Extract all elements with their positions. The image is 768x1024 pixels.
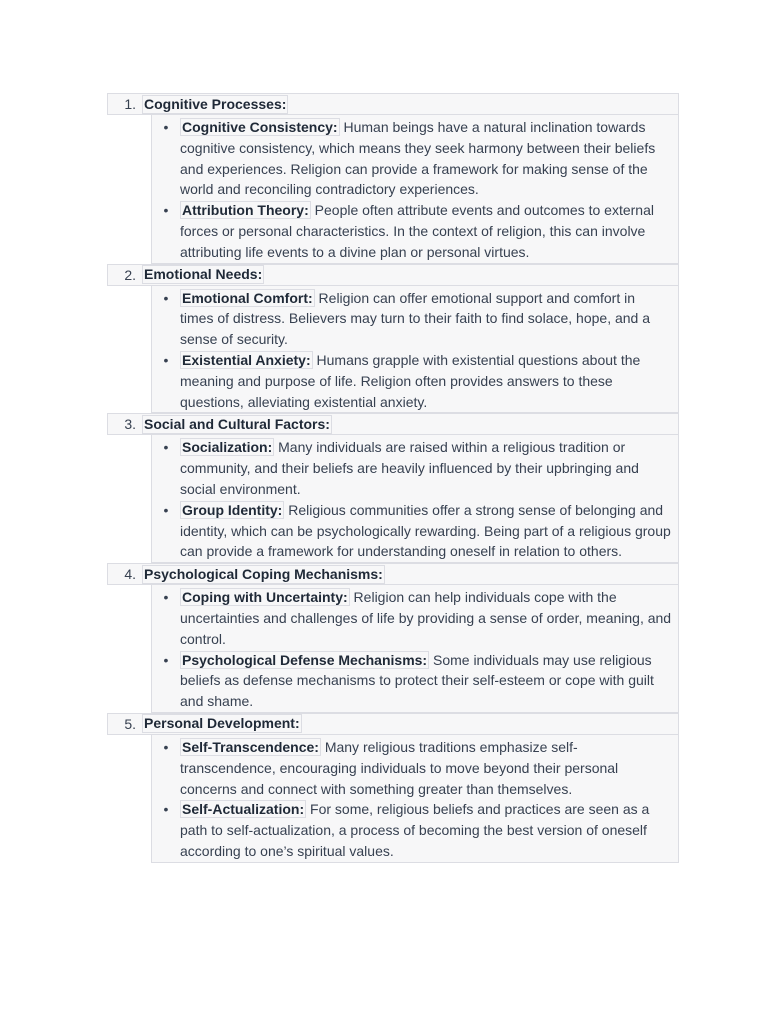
- item-term: Attribution Theory:: [182, 202, 309, 219]
- item-text: [180, 288, 678, 350]
- section-items: [151, 286, 679, 414]
- section-emotional-needs: [107, 264, 679, 414]
- list-item: [152, 500, 678, 562]
- item-text: [180, 350, 678, 412]
- list-item: [152, 737, 678, 799]
- section-number: 2.: [124, 266, 136, 283]
- item-term: Psychological Defense Mechanisms:: [182, 651, 428, 668]
- bullet-icon: •: [163, 202, 169, 219]
- item-description: Many individuals are raised within a religious tradition or community, and their beliefs are heavily influenced by their upbringing and social environment.: [180, 439, 639, 497]
- section-personal-development: [107, 713, 679, 863]
- section-items: [151, 435, 679, 563]
- section-items: [151, 735, 679, 863]
- section-header: [107, 413, 679, 435]
- list-item: [152, 437, 678, 499]
- item-text: [180, 587, 678, 649]
- item-description: Humans grapple with existential questions about the meaning and purpose of life. Religion often provides answers to these questions, alleviating existential anxiety.: [180, 351, 641, 410]
- section-items: [151, 585, 679, 713]
- item-description: Religion can help individuals cope with the uncertainties and challenges of life by providing a sense of order, meaning, and control.: [180, 589, 672, 647]
- section-number: 5.: [124, 715, 136, 732]
- section-header: [107, 264, 679, 286]
- item-description: Human beings have a natural inclination towards cognitive consistency, which means they seek harmony between their beliefs and experiences. Religion can provide a framework for making sense of the world and reconciling contradictory experiences.: [180, 119, 656, 198]
- item-description: Many religious traditions emphasize self-transcendence, encouraging individuals to move beyond their personal concerns and connect with something greater than themselves.: [180, 738, 619, 797]
- bullet-icon: •: [163, 501, 169, 518]
- section-number: 3.: [124, 416, 136, 433]
- document-body: [107, 93, 679, 863]
- section-title: Cognitive Processes:: [144, 95, 287, 112]
- item-text: [180, 737, 678, 799]
- item-term: Coping with Uncertainty:: [182, 589, 348, 606]
- section-header: [107, 563, 679, 585]
- section-number: 4.: [124, 566, 136, 583]
- item-term: Cognitive Consistency:: [182, 119, 338, 135]
- section-cognitive-processes: [107, 93, 679, 264]
- section-items: [151, 115, 679, 264]
- list-item: [152, 799, 678, 861]
- section-header: [107, 713, 679, 735]
- item-description: Religious communities offer a strong sense of belonging and identity, which can be psychologically rewarding. Being part of a religious group can provide a framework for understanding oneself in relation to others.: [180, 501, 671, 560]
- section-coping-mechanisms: [107, 563, 679, 713]
- item-term: Group Identity:: [182, 501, 283, 518]
- item-description: Some individuals may use religious beliefs as defense mechanisms to protect their self-esteem or cope with guilt and shame.: [180, 651, 654, 710]
- section-number: 1.: [124, 96, 136, 112]
- bullet-icon: •: [163, 651, 169, 668]
- section-title: Psychological Coping Mechanisms:: [144, 565, 383, 582]
- bullet-icon: •: [163, 801, 169, 818]
- item-term: Self-Transcendence:: [182, 738, 319, 755]
- item-description: For some, religious beliefs and practices are seen as a path to self-actualization, a process of becoming the best version of oneself according to one’s spiritual values.: [180, 801, 650, 859]
- bullet-icon: •: [163, 289, 169, 306]
- list-item: [152, 650, 678, 712]
- item-text: [180, 500, 678, 562]
- item-term: Existential Anxiety:: [182, 351, 311, 368]
- bullet-icon: •: [163, 351, 169, 368]
- section-title: Emotional Needs:: [144, 266, 263, 283]
- item-term: Self-Actualization:: [182, 801, 305, 818]
- bullet-icon: •: [163, 119, 169, 135]
- list-item: [152, 587, 678, 649]
- bullet-icon: •: [163, 589, 169, 606]
- section-header: [107, 93, 679, 115]
- item-text: [180, 200, 678, 262]
- item-text: [180, 117, 678, 200]
- section-social-cultural: [107, 413, 679, 563]
- section-title: Social and Cultural Factors:: [144, 415, 330, 432]
- section-title: Personal Development:: [144, 715, 300, 732]
- item-description: Religion can offer emotional support and comfort in times of distress. Believers may turn to their faith to find solace, hope, and a sense of security.: [180, 289, 651, 348]
- item-term: Socialization:: [182, 439, 273, 456]
- list-item: [152, 200, 678, 262]
- list-item: [152, 350, 678, 412]
- item-text: [180, 437, 678, 499]
- bullet-icon: •: [163, 439, 169, 456]
- item-text: [180, 799, 678, 861]
- list-item: [152, 117, 678, 200]
- list-item: [152, 288, 678, 350]
- item-term: Emotional Comfort:: [182, 289, 313, 306]
- item-description: People often attribute events and outcomes to external forces or personal characteristics. In the context of religion, this can involve attributing life events to a divine plan or personal virtues.: [180, 202, 654, 260]
- item-text: [180, 650, 678, 712]
- bullet-icon: •: [163, 738, 169, 755]
